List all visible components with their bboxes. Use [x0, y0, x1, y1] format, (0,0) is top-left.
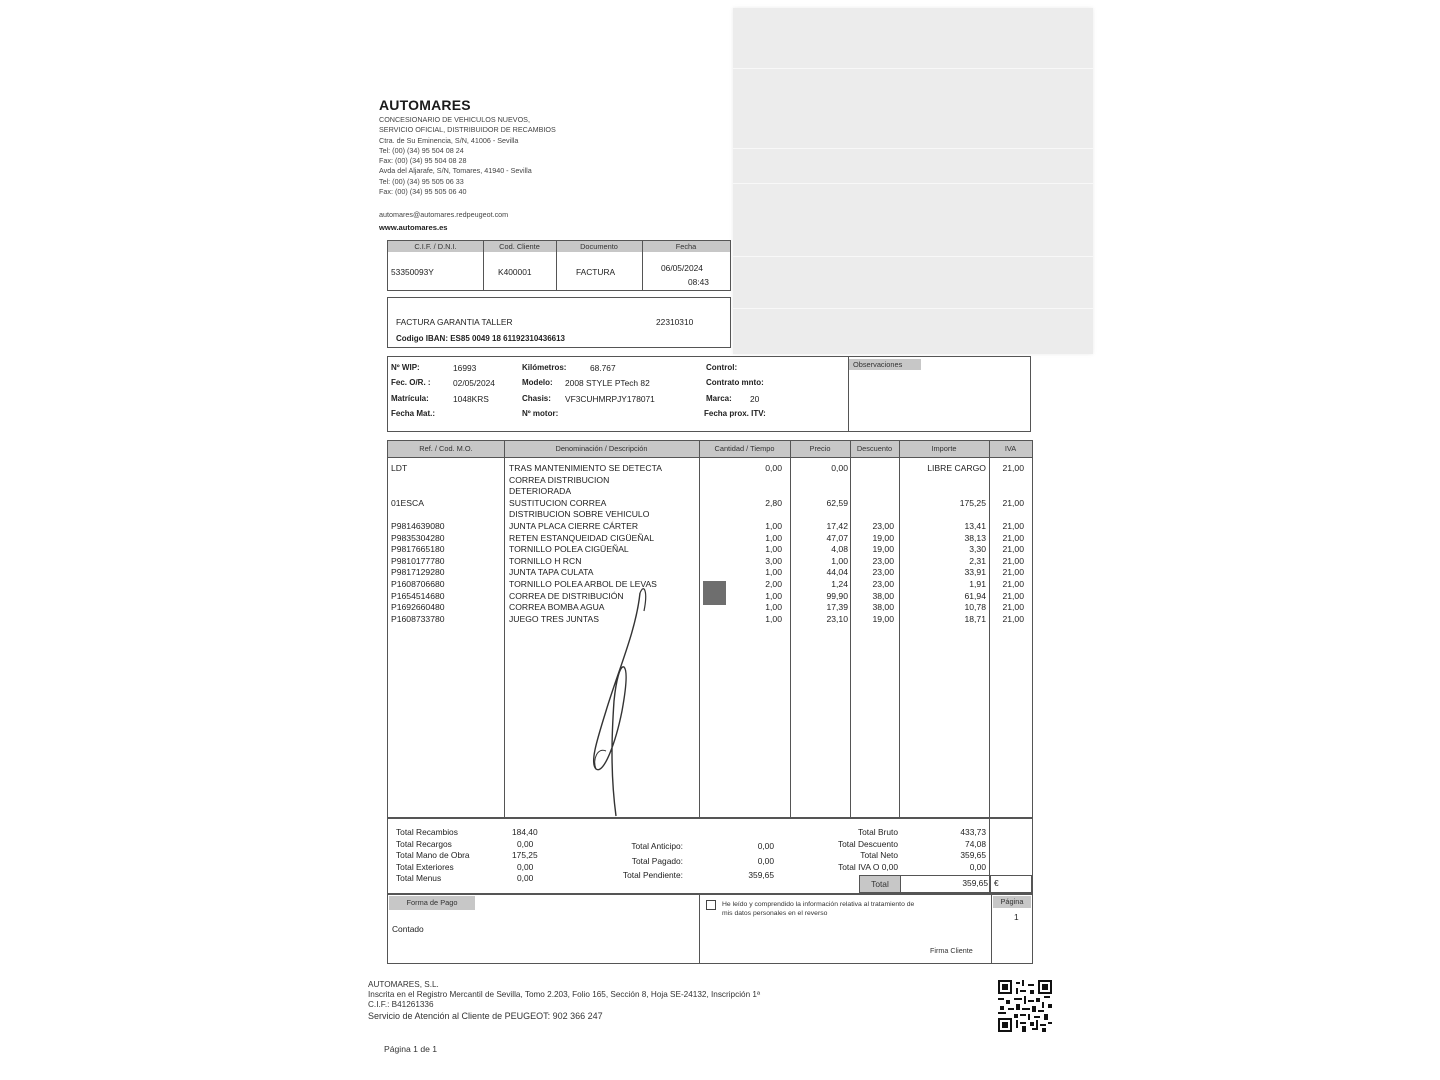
chasis-value: VF3CUHMRPJY178071	[565, 394, 655, 404]
company-email: automares@automares.redpeugeot.com	[379, 210, 509, 219]
company-web: www.automares.es	[379, 223, 448, 232]
totals-left-values	[512, 827, 538, 885]
row-ref: P9817665180	[391, 544, 445, 555]
forma-pago-label: Forma de Pago	[389, 896, 475, 910]
row-desc: JUNTA PLACA CIERRE CÁRTER	[509, 521, 639, 531]
total-exteriores-value: 0,00	[517, 861, 534, 872]
motor-label: Nº motor:	[522, 409, 559, 418]
row-disc: 38,00	[872, 590, 894, 601]
total-mano-obra-value: 175,25	[512, 850, 538, 861]
forma-pago-value: Contado	[392, 924, 424, 934]
grand-total-label: Total	[860, 876, 900, 892]
client-code-value: K400001	[498, 267, 532, 277]
row-qty: 1,00	[765, 567, 782, 578]
total-anticipo-value: 0,00	[757, 841, 774, 851]
row-ref: LDT	[391, 463, 408, 473]
row-iva: 21,00	[1002, 567, 1024, 578]
row-amount: 1,91	[969, 579, 986, 589]
page-counter: Página 1 de 1	[384, 1044, 438, 1054]
client-code-label: Cod. Cliente	[483, 241, 556, 252]
row-amount: 175,25	[959, 497, 986, 508]
marca-value: 20	[750, 394, 760, 404]
consent-checkbox[interactable]	[706, 900, 716, 910]
row-amount: 3,30	[969, 544, 986, 555]
row-iva: 21,00	[1002, 602, 1024, 613]
redacted-area	[733, 8, 1093, 354]
pagina-label: Página	[993, 896, 1031, 908]
row-price: 47,07	[826, 532, 848, 543]
currency-symbol: €	[994, 878, 999, 888]
total-pendiente-value: 359,65	[748, 870, 774, 880]
row-iva: 21,00	[1002, 613, 1024, 624]
totals-right-values	[928, 827, 986, 873]
row-iva: 21,00	[1002, 590, 1024, 601]
row-ref: P1608706680	[391, 579, 445, 589]
col-header-disc: Descuento	[850, 443, 899, 454]
row-qty: 1,00	[765, 613, 782, 624]
pagina-value: 1	[1014, 912, 1019, 922]
row-iva: 21,00	[1002, 532, 1024, 543]
row-desc: JUEGO TRES JUNTAS	[509, 613, 599, 624]
row-desc: SUSTITUCION CORREA DISTRIBUCION SOBRE VEHICULO	[509, 497, 650, 520]
row-price: 99,90	[826, 590, 848, 601]
observaciones-label: Observaciones	[849, 359, 921, 370]
row-disc: 23,00	[872, 521, 894, 531]
row-price: 44,04	[826, 567, 848, 578]
row-qty: 1,00	[765, 521, 782, 531]
row-qty: 0,00	[765, 463, 782, 473]
document-header-box	[387, 240, 731, 291]
modelo-value: 2008 STYLE PTech 82	[565, 378, 650, 388]
row-amount: 33,91	[964, 567, 986, 578]
row-disc: 23,00	[872, 567, 894, 578]
row-ref: P9817129280	[391, 567, 445, 578]
invoice-number: 22310310	[656, 317, 694, 327]
total-bruto-label: Total Bruto	[857, 827, 898, 837]
totals-right-labels	[788, 827, 898, 873]
col-header-price: Precio	[790, 443, 850, 454]
row-desc: TRAS MANTENIMIENTO SE DETECTA CORREA DISTRIBUCION DETERIORADA	[509, 463, 662, 497]
row-disc: 38,00	[872, 602, 894, 613]
row-iva: 21,00	[1002, 555, 1024, 566]
total-recargos-value: 0,00	[517, 838, 534, 849]
total-mano-obra-label: Total Mano de Obra	[396, 850, 470, 861]
cif-value: 53350093Y	[391, 267, 434, 277]
total-iva-label: Total IVA O 0,00	[838, 861, 898, 872]
col-header-amount: Importe	[899, 443, 989, 454]
row-desc: CORREA DE DISTRIBUCIÓN	[509, 590, 624, 601]
grand-total-value: 359,65	[962, 878, 988, 888]
matricula-label: Matrícula:	[391, 394, 429, 403]
row-qty: 2,00	[765, 579, 782, 589]
invoice-title: FACTURA GARANTIA TALLER	[396, 317, 513, 327]
qr-code-icon	[998, 980, 1052, 1032]
row-ref: P1608733780	[391, 613, 445, 624]
signature-scrawl	[578, 571, 668, 821]
row-qty: 1,00	[765, 602, 782, 613]
total-descuento-label: Total Descuento	[837, 838, 898, 849]
document-label: Documento	[556, 241, 642, 252]
total-anticipo-label: Total Anticipo:	[631, 841, 683, 851]
col-header-iva: IVA	[989, 443, 1032, 454]
row-iva: 21,00	[1002, 521, 1024, 531]
payment-box	[387, 894, 1033, 964]
row-amount: 61,94	[964, 590, 986, 601]
row-ref: P1692660480	[391, 602, 445, 613]
row-iva: 21,00	[1002, 497, 1024, 508]
vehicle-info-box	[387, 356, 1031, 432]
col-header-qty: Cantidad / Tiempo	[699, 443, 790, 454]
row-ref: P1654514680	[391, 590, 445, 601]
contrato-label: Contrato mnto:	[706, 378, 764, 387]
row-iva: 21,00	[1002, 544, 1024, 555]
row-amount: 13,41	[964, 521, 986, 531]
wip-label: Nº WIP:	[391, 363, 420, 372]
row-ref: 01ESCA	[391, 497, 424, 508]
row-iva: 21,00	[1002, 579, 1024, 589]
row-amount: 18,71	[964, 613, 986, 624]
matricula-value: 1048KRS	[453, 394, 489, 404]
total-menus-label: Total Menus	[396, 873, 442, 884]
total-bruto-value: 433,73	[960, 827, 986, 837]
line-items-table	[387, 440, 1033, 818]
total-iva-value: 0,00	[969, 861, 986, 872]
row-desc: RETEN ESTANQUEIDAD CIGÜEÑAL	[509, 532, 655, 543]
grey-mark	[703, 581, 726, 605]
row-price: 0,00	[831, 463, 848, 473]
row-qty: 1,00	[765, 590, 782, 601]
total-pagado-value: 0,00	[757, 855, 774, 866]
row-amount: LIBRE CARGO	[927, 463, 986, 473]
control-label: Control:	[706, 363, 738, 372]
total-recambios-value: 184,40	[512, 827, 538, 837]
fec-label: Fec. O/R. :	[391, 378, 431, 387]
totals-box	[387, 818, 1033, 894]
itv-label: Fecha prox. ITV:	[704, 409, 766, 418]
fec-value: 02/05/2024	[453, 378, 495, 388]
row-desc: TORNILLO H RCN	[509, 555, 582, 566]
iban: Codigo IBAN: ES85 0049 18 61192310436613	[396, 334, 565, 343]
col-header-desc: Denominación / Descripción	[504, 443, 699, 454]
row-disc: 19,00	[872, 532, 894, 543]
row-price: 23,10	[826, 613, 848, 624]
row-price: 17,39	[826, 602, 848, 613]
wip-value: 16993	[453, 363, 477, 373]
row-ref: P9835304280	[391, 532, 445, 543]
firma-cliente-label: Firma Cliente	[930, 946, 973, 955]
row-qty: 2,80	[765, 497, 782, 508]
row-iva: 21,00	[1002, 463, 1024, 473]
row-desc: JUNTA TAPA CULATA	[509, 567, 594, 578]
row-amount: 2,31	[969, 555, 986, 566]
total-neto-value: 359,65	[960, 850, 986, 861]
row-disc: 23,00	[872, 555, 894, 566]
km-value: 68.767	[590, 363, 616, 373]
row-price: 1,24	[831, 579, 848, 589]
row-disc: 23,00	[872, 579, 894, 589]
date-label: Fecha	[642, 241, 730, 252]
fecha-mat-label: Fecha Mat.:	[391, 409, 436, 418]
row-amount: 38,13	[964, 532, 986, 543]
row-price: 1,00	[831, 555, 848, 566]
total-neto-label: Total Neto	[860, 850, 898, 861]
row-disc: 19,00	[872, 544, 894, 555]
total-recambios-label: Total Recambios	[396, 827, 458, 837]
row-ref: P9810177780	[391, 555, 445, 566]
row-price: 4,08	[831, 544, 848, 555]
row-price: 17,42	[826, 521, 848, 531]
modelo-label: Modelo:	[522, 378, 553, 387]
total-descuento-value: 74,08	[965, 838, 986, 849]
total-pendiente-label: Total Pendiente:	[622, 870, 683, 880]
row-price: 62,59	[826, 497, 848, 508]
total-menus-value: 0,00	[517, 873, 534, 884]
company-name: AUTOMARES	[379, 97, 471, 113]
legal-footer: AUTOMARES, S.L. Inscrita en el Registro Mercantil de Sevilla, Tomo 2.203, Folio 165, Sección 8, Hoja SE-24132, Inscripción 1ª C.I.F.: B41261336 Servicio de Atención al Cliente de PEUGEOT: 902 366 247	[368, 980, 760, 1021]
row-desc: CORREA BOMBA AGUA	[509, 602, 605, 613]
chasis-label: Chasis:	[522, 394, 551, 403]
consent-text: He leído y comprendido la información relativa al tratamiento de mis datos personales en el reverso	[722, 901, 915, 917]
row-ref: P9814639080	[391, 521, 445, 531]
row-qty: 1,00	[765, 544, 782, 555]
col-header-ref: Ref. / Cod. M.O.	[388, 443, 504, 454]
totals-mid-labels	[603, 839, 683, 883]
row-desc: TORNILLO POLEA CIGÜEÑAL	[509, 544, 629, 555]
totals-mid-values	[728, 839, 774, 883]
row-desc: TORNILLO POLEA ARBOL DE LEVAS	[509, 579, 657, 589]
row-disc: 19,00	[872, 613, 894, 624]
company-address: CONCESIONARIO DE VEHICULOS NUEVOS, SERVICIO OFICIAL, DISTRIBUIDOR DE RECAMBIOS Ctra. de Su Eminencia, S/N, 41006 - Sevilla Tel: (00) (34) 95 504 08 24 Fax: (00) (34) 95 504 08 28 Avda del Aljarafe, S/N, Tomares, 41940 - Sevilla Tel: (00) (34) 95 505 06 33 Fax: (00) (34) 95 505 06 40	[379, 115, 556, 197]
cif-label: C.I.F. / D.N.I.	[388, 241, 483, 252]
km-label: Kilómetros:	[522, 363, 567, 372]
total-pagado-label: Total Pagado:	[631, 855, 683, 866]
row-amount: 10,78	[964, 602, 986, 613]
row-qty: 3,00	[765, 555, 782, 566]
total-recargos-label: Total Recargos	[396, 838, 452, 849]
row-qty: 1,00	[765, 532, 782, 543]
document-value: FACTURA	[576, 267, 616, 277]
totals-left-labels	[396, 827, 470, 885]
total-exteriores-label: Total Exteriores	[396, 861, 454, 872]
grand-total-row	[859, 875, 1032, 893]
date-value: 06/05/2024	[661, 263, 703, 273]
time-value: 08:43	[688, 277, 709, 287]
marca-label: Marca:	[706, 394, 732, 403]
invoice-title-box	[387, 297, 731, 348]
